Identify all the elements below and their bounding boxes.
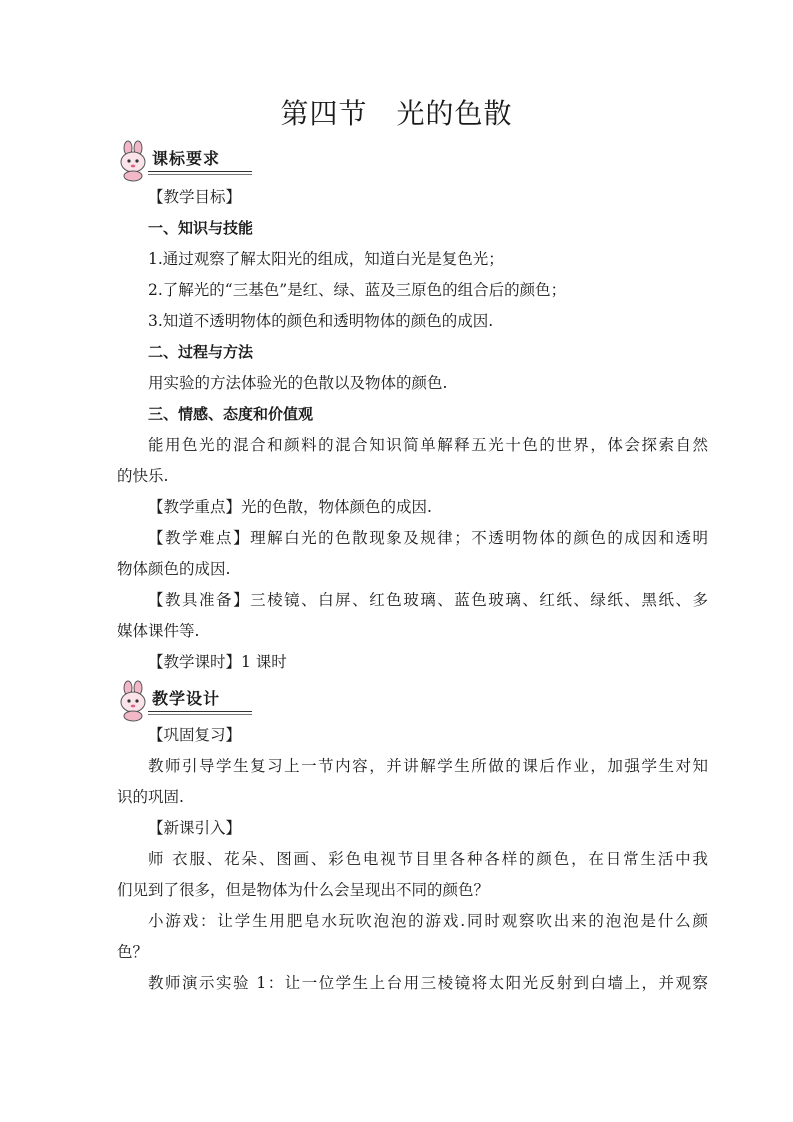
teaching-focus: 【教学重点】光的色散，物体颜色的成因. xyxy=(148,498,432,516)
review-heading: 【巩固复习】 xyxy=(148,726,242,744)
banner-underline xyxy=(148,171,252,172)
section-heading-emotion: 三、情感、态度和价值观 xyxy=(148,405,314,423)
section-heading-process: 二、过程与方法 xyxy=(148,343,254,361)
banner-underline xyxy=(148,714,252,715)
demo-text-line: 教师演示实验 1：让一位学生上台用三棱镜将太阳光反射到白墙上，并观察 xyxy=(148,974,708,992)
teaching-goal-heading: 【教学目标】 xyxy=(148,188,242,206)
emotion-text-line: 的快乐. xyxy=(117,467,169,485)
knowledge-item-2: 2.了解光的“三基色”是红、绿、蓝及三原色的组合后的颜色； xyxy=(148,281,567,299)
intro-text-line: 们见到了很多，但是物体为什么会呈现出不同的颜色？ xyxy=(117,881,490,899)
teaching-hours: 【教学课时】1 课时 xyxy=(148,653,287,671)
teaching-difficulty-line: 【教学难点】理解白光的色散现象及规律；不透明物体的颜色的成因和透明 xyxy=(148,529,708,547)
game-text-line: 小游戏：让学生用肥皂水玩吹泡泡的游戏.同时观察吹出来的泡泡是什么颜 xyxy=(148,912,708,930)
section-banner-standards xyxy=(114,140,254,184)
review-text-line: 教师引导学生复习上一节内容，并讲解学生所做的课后作业，加强学生对知 xyxy=(148,757,708,775)
banner-label-standards: 课标要求 xyxy=(152,149,221,168)
page-title: 第四节 光的色散 xyxy=(280,97,513,130)
intro-text-line: 师 衣服、花朵、图画、彩色电视节目里各种各样的颜色，在日常生活中我 xyxy=(148,850,708,868)
process-text: 用实验的方法体验光的色散以及物体的颜色. xyxy=(148,374,448,392)
section-heading-knowledge: 一、知识与技能 xyxy=(148,219,254,237)
knowledge-item-1: 1.通过观察了解太阳光的组成，知道白光是复色光； xyxy=(148,250,504,268)
banner-label-design: 教学设计 xyxy=(152,689,221,708)
game-text-line: 色？ xyxy=(117,943,149,961)
teaching-difficulty-line: 物体颜色的成因. xyxy=(117,560,231,578)
cartoon-mascot-icon xyxy=(114,140,154,182)
banner-underline xyxy=(148,711,252,712)
section-banner-design xyxy=(114,680,254,724)
intro-heading: 【新课引入】 xyxy=(148,819,242,837)
teaching-tools-line: 媒体课件等. xyxy=(117,622,200,640)
teaching-tools-line: 【教具准备】三棱镜、白屏、红色玻璃、蓝色玻璃、红纸、绿纸、黑纸、多 xyxy=(148,591,708,609)
review-text-line: 识的巩固. xyxy=(117,788,184,806)
knowledge-item-3: 3.知道不透明物体的颜色和透明物体的颜色的成因. xyxy=(148,312,494,330)
emotion-text-line: 能用色光的混合和颜料的混合知识简单解释五光十色的世界，体会探索自然 xyxy=(148,436,708,454)
cartoon-mascot-icon xyxy=(114,680,154,722)
banner-underline xyxy=(148,174,252,175)
